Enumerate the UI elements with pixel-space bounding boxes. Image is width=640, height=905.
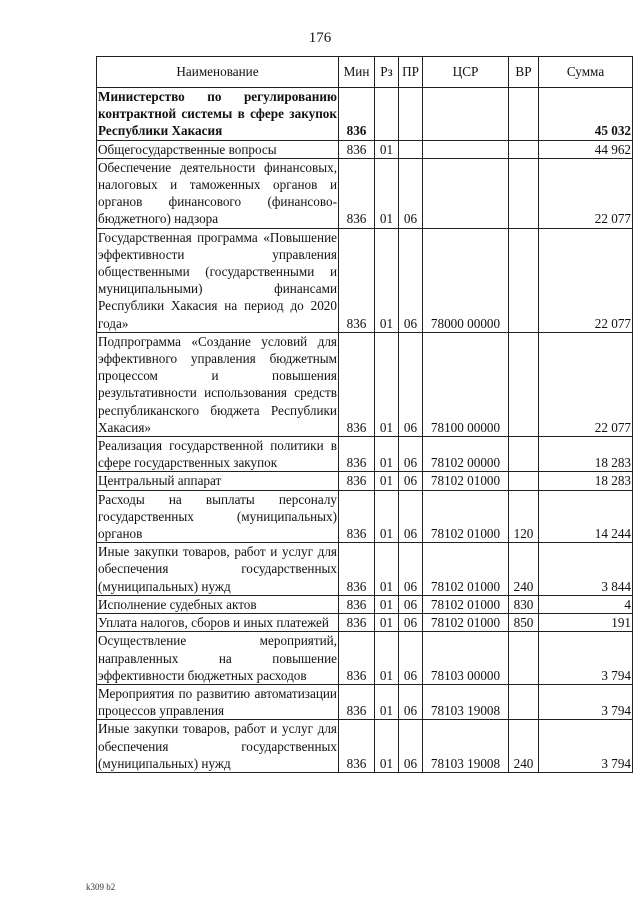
cell-rz: 01: [375, 158, 399, 228]
cell-sum: 22 077: [539, 332, 633, 436]
header-name: Наименование: [97, 57, 339, 88]
cell-vr: [509, 140, 539, 158]
cell-pr: 06: [399, 684, 423, 719]
cell-sum: 22 077: [539, 228, 633, 332]
table-row: [97, 332, 633, 436]
cell-vr: [509, 228, 539, 332]
cell-name: Государственная программа «Повышение эффективности управления общественными (государственными и муниципальными) финансами Республики Хакасия на период до 2020 года»: [98, 229, 337, 331]
cell-sum: 18 283: [539, 437, 633, 472]
cell-name: Осуществление мероприятий, направленных на повышение эффективности бюджетных расходов: [98, 633, 337, 683]
cell-pr: [399, 88, 423, 141]
cell-rz: 01: [375, 437, 399, 472]
cell-rz: 01: [375, 472, 399, 490]
cell-min: 836: [339, 437, 375, 472]
table-row: [97, 684, 633, 719]
cell-vr: 240: [509, 720, 539, 773]
cell-rz: 01: [375, 543, 399, 596]
cell-sum: 14 244: [539, 490, 633, 543]
cell-vr: [509, 332, 539, 436]
table-row: [97, 228, 633, 332]
cell-rz: 01: [375, 228, 399, 332]
budget-table: [96, 56, 633, 773]
cell-name: Министерство по регулированию контрактной системы в сфере закупок Республики Хакасия: [98, 89, 337, 139]
cell-min: 836: [339, 490, 375, 543]
table-row: [97, 140, 633, 158]
cell-min: 836: [339, 595, 375, 613]
cell-csr: 78102 01000: [423, 543, 509, 596]
page-number: 176: [308, 30, 332, 46]
cell-pr: 06: [399, 158, 423, 228]
cell-sum: 3 794: [539, 632, 633, 685]
table-row: [97, 158, 633, 228]
cell-pr: 06: [399, 632, 423, 685]
cell-min: 836: [339, 720, 375, 773]
cell-csr: 78102 00000: [423, 437, 509, 472]
cell-name: Исполнение судебных актов: [97, 595, 339, 613]
cell-rz: 01: [375, 595, 399, 613]
cell-pr: 06: [399, 720, 423, 773]
header-min: Мин: [339, 57, 375, 88]
cell-vr: [509, 158, 539, 228]
cell-vr: [509, 684, 539, 719]
cell-sum: 3 794: [539, 684, 633, 719]
cell-min: 836: [339, 684, 375, 719]
table-row: [97, 614, 633, 632]
cell-pr: 06: [399, 614, 423, 632]
cell-sum: 44 962: [539, 140, 633, 158]
cell-min: 836: [339, 332, 375, 436]
footer-code: k309 b2: [86, 882, 116, 892]
cell-sum: 3 794: [539, 720, 633, 773]
cell-min: 836: [339, 614, 375, 632]
cell-vr: [509, 632, 539, 685]
cell-min: 836: [339, 158, 375, 228]
cell-rz: 01: [375, 684, 399, 719]
table-body: [97, 88, 633, 773]
cell-name: Иные закупки товаров, работ и услуг для обеспечения государственных (муниципальных) нужд: [98, 544, 337, 594]
cell-rz: 01: [375, 614, 399, 632]
table-row: [97, 720, 633, 773]
cell-sum: 4: [539, 595, 633, 613]
header-pr: ПР: [399, 57, 423, 88]
cell-sum: 45 032: [539, 88, 633, 141]
cell-vr: [509, 88, 539, 141]
table-row: [97, 437, 633, 472]
cell-csr: 78103 19008: [423, 684, 509, 719]
cell-min: 836: [339, 472, 375, 490]
table-row: [97, 632, 633, 685]
cell-sum: 191: [539, 614, 633, 632]
cell-min: 836: [339, 88, 375, 141]
cell-vr: 830: [509, 595, 539, 613]
cell-rz: 01: [375, 632, 399, 685]
cell-vr: [509, 437, 539, 472]
cell-csr: [423, 158, 509, 228]
cell-name: Обеспечение деятельности финансовых, налоговых и таможенных органов и органов финансового (финансово-бюджетного) надзора: [98, 159, 337, 227]
cell-rz: [375, 88, 399, 141]
table-header-row: [97, 57, 633, 88]
cell-vr: 850: [509, 614, 539, 632]
cell-rz: 01: [375, 720, 399, 773]
cell-name: Иные закупки товаров, работ и услуг для обеспечения государственных (муниципальных) нужд: [98, 721, 337, 771]
table-row: [97, 490, 633, 543]
table-row: [97, 595, 633, 613]
cell-csr: 78102 01000: [423, 472, 509, 490]
cell-sum: 3 844: [539, 543, 633, 596]
cell-name: Расходы на выплаты персоналу государственных (муниципальных) органов: [98, 491, 337, 542]
cell-vr: 120: [509, 490, 539, 543]
cell-min: 836: [339, 632, 375, 685]
cell-rz: 01: [375, 140, 399, 158]
header-rz: Рз: [375, 57, 399, 88]
cell-name: Реализация государственной политики в сфере государственных закупок: [98, 438, 337, 471]
cell-csr: 78102 01000: [423, 490, 509, 543]
cell-csr: [423, 140, 509, 158]
cell-min: 836: [339, 543, 375, 596]
cell-rz: 01: [375, 490, 399, 543]
cell-sum: 18 283: [539, 472, 633, 490]
cell-min: 836: [339, 228, 375, 332]
header-csr: ЦСР: [423, 57, 509, 88]
cell-csr: [423, 88, 509, 141]
table-row: [97, 88, 633, 141]
cell-sum: 22 077: [539, 158, 633, 228]
cell-vr: [509, 472, 539, 490]
cell-pr: 06: [399, 228, 423, 332]
cell-rz: 01: [375, 332, 399, 436]
table-row: [97, 472, 633, 490]
cell-name: Подпрограмма «Создание условий для эффективного управления бюджетным процессом и повышения результативности использования средств республиканского бюджета Республики Хакасия»: [98, 333, 337, 435]
cell-name: Мероприятия по развитию автоматизации процессов управления: [98, 685, 337, 719]
cell-csr: 78103 19008: [423, 720, 509, 773]
cell-csr: 78102 01000: [423, 614, 509, 632]
cell-name: Уплата налогов, сборов и иных платежей: [97, 614, 339, 632]
cell-csr: 78100 00000: [423, 332, 509, 436]
cell-pr: 06: [399, 543, 423, 596]
cell-name: Центральный аппарат: [97, 472, 339, 490]
cell-csr: 78000 00000: [423, 228, 509, 332]
cell-name: Общегосударственные вопросы: [97, 140, 339, 158]
cell-vr: 240: [509, 543, 539, 596]
header-vr: ВР: [509, 57, 539, 88]
cell-pr: 06: [399, 595, 423, 613]
cell-pr: [399, 140, 423, 158]
cell-csr: 78103 00000: [423, 632, 509, 685]
cell-pr: 06: [399, 332, 423, 436]
cell-pr: 06: [399, 490, 423, 543]
table-row: [97, 543, 633, 596]
cell-csr: 78102 01000: [423, 595, 509, 613]
cell-pr: 06: [399, 437, 423, 472]
cell-min: 836: [339, 140, 375, 158]
header-sum: Сумма: [539, 57, 633, 88]
cell-pr: 06: [399, 472, 423, 490]
